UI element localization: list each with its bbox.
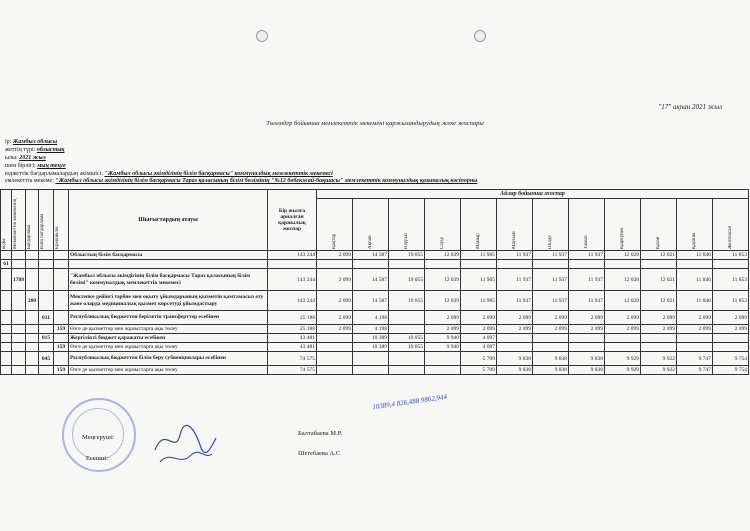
name-cell: Мектепке дейінгі тәрбие мен оқыту ұйымдарының қызметін қамтамасыз ету және оларда медициналық қызмет көрсетуді ұйымдастыру xyxy=(69,291,268,311)
meta-value: "Жамбыл облысы әкімдігінің білім басқармасы Тараз қаласының білім бөлімінің "№12 бөбекжай-бақшасы" мемлекеттік коммуналдық қазыналық кәсіпорны xyxy=(55,178,478,184)
month-value-cell: 2 099 xyxy=(425,325,461,334)
meta-line xyxy=(5,171,333,178)
month-value-cell: 11 905 xyxy=(461,269,497,291)
month-value-cell: 2 099 xyxy=(605,325,641,334)
month-value-cell: 11 937 xyxy=(533,269,569,291)
code-cell xyxy=(39,343,54,352)
name-cell xyxy=(69,260,268,269)
month-value-cell: 11 853 xyxy=(713,251,749,260)
finance-plan-table xyxy=(0,189,749,375)
month-value-cell: 11 905 xyxy=(461,291,497,311)
month-value-cell: 4 198 xyxy=(353,311,389,325)
month-value-cell xyxy=(389,352,425,366)
month-value-cell: 9 754 xyxy=(713,352,749,366)
month-value-cell: 9 922 xyxy=(641,352,677,366)
table-row xyxy=(1,325,749,334)
month-value-cell: 12 039 xyxy=(425,269,461,291)
table-row xyxy=(1,260,749,269)
col-header-kodu: коды xyxy=(1,190,12,251)
col-header-name: Шығыстардың атауы xyxy=(69,190,268,251)
code-cell xyxy=(39,251,54,260)
month-value-cell: 2 099 xyxy=(533,325,569,334)
month-value-cell: 14 587 xyxy=(353,291,389,311)
month-value-cell: 14 587 xyxy=(353,269,389,291)
month-value-cell: 11 853 xyxy=(713,291,749,311)
year-total-cell: 25 188 xyxy=(268,311,317,325)
month-value-cell: 12 021 xyxy=(641,291,677,311)
code-cell: 011 xyxy=(39,311,54,325)
year-total-cell: 143 244 xyxy=(268,269,317,291)
month-value-cell: 2 099 xyxy=(713,311,749,325)
code-cell xyxy=(54,334,69,343)
code-cell: 159 xyxy=(54,366,69,375)
handwritten-note: 10389,4 826,488 9862,944 xyxy=(371,392,448,412)
name-cell: Өзге де қызметтер мен жұмыстарға ақы төлеу xyxy=(69,366,268,375)
meta-line xyxy=(5,139,57,146)
month-header: Қараша xyxy=(677,199,713,251)
code-cell xyxy=(26,325,39,334)
table-row xyxy=(1,343,749,352)
meta-line xyxy=(5,155,46,162)
month-value-cell: 2 099 xyxy=(317,291,353,311)
meta-line xyxy=(5,163,66,170)
month-value-cell xyxy=(425,366,461,375)
month-value-cell: 12 028 xyxy=(605,291,641,311)
code-cell xyxy=(54,311,69,325)
month-value-cell xyxy=(353,260,389,269)
month-value-cell xyxy=(533,343,569,352)
document-date: "17" ақпан 2021 жыл xyxy=(658,103,722,111)
accountant-name: Шегебаева А.С. xyxy=(298,450,342,457)
meta-label: ылы: xyxy=(5,155,18,161)
meta-label: ір: xyxy=(5,139,12,145)
year-total-cell: 74 575 xyxy=(268,352,317,366)
table-row xyxy=(1,291,749,311)
month-value-cell xyxy=(389,311,425,325)
month-value-cell xyxy=(497,343,533,352)
meta-line xyxy=(5,147,64,154)
name-cell: Республикалық бюджеттен білім беру субвенциялары есебінен xyxy=(69,352,268,366)
code-cell xyxy=(54,260,69,269)
meta-value: облыстық xyxy=(36,147,65,153)
month-value-cell: 11 846 xyxy=(677,251,713,260)
month-value-cell: 9 838 xyxy=(569,366,605,375)
code-cell xyxy=(26,352,39,366)
table-row xyxy=(1,366,749,375)
name-cell: Республикалық бюджеттен берілетін трансферттер есебінен xyxy=(69,311,268,325)
month-value-cell xyxy=(389,260,425,269)
code-cell xyxy=(26,269,39,291)
code-cell xyxy=(12,352,26,366)
code-cell xyxy=(39,269,54,291)
month-value-cell: 2 099 xyxy=(569,311,605,325)
code-cell xyxy=(26,334,39,343)
month-value-cell: 11 937 xyxy=(533,291,569,311)
month-value-cell: 2 099 xyxy=(425,311,461,325)
meta-value: Жамбыл облысы xyxy=(12,139,58,145)
code-cell xyxy=(26,260,39,269)
month-value-cell xyxy=(677,260,713,269)
name-cell: Жергілікті бюджет қаражаты есебінен xyxy=(69,334,268,343)
month-value-cell: 10 389 xyxy=(353,334,389,343)
month-value-cell: 2 099 xyxy=(677,311,713,325)
month-value-cell: 2 099 xyxy=(497,311,533,325)
month-value-cell xyxy=(533,260,569,269)
code-cell xyxy=(39,291,54,311)
head-name: Балтабаева М.Р. xyxy=(298,430,343,437)
code-cell xyxy=(1,251,12,260)
year-total-cell: 43 481 xyxy=(268,334,317,343)
code-cell xyxy=(12,343,26,352)
name-cell: "Жамбыл облысы әкімдігінің білім басқармасы Тараз қаласының білім бөлімі" коммуналдық мемлекеттік мекемесі xyxy=(69,269,268,291)
month-value-cell xyxy=(533,334,569,343)
month-value-cell: 11 937 xyxy=(497,269,533,291)
month-header: Қыркүйек xyxy=(605,199,641,251)
month-value-cell: 14 587 xyxy=(353,251,389,260)
code-cell: 200 xyxy=(26,291,39,311)
code-cell xyxy=(12,291,26,311)
months-group-header: Айлар бойынша жоспар xyxy=(317,190,749,199)
code-cell xyxy=(1,343,12,352)
month-value-cell xyxy=(317,260,353,269)
year-total-cell: 25 188 xyxy=(268,325,317,334)
code-cell xyxy=(54,269,69,291)
meta-label: емлекеттік мекеме: xyxy=(5,178,54,184)
month-value-cell xyxy=(569,334,605,343)
month-value-cell: 9 929 xyxy=(605,352,641,366)
month-value-cell: 11 937 xyxy=(569,269,605,291)
year-total-cell: 143 244 xyxy=(268,291,317,311)
month-value-cell: 9 747 xyxy=(677,366,713,375)
accountant-label: Есепші: xyxy=(86,455,108,462)
month-value-cell xyxy=(497,260,533,269)
month-value-cell: 12 021 xyxy=(641,251,677,260)
month-value-cell: 2 099 xyxy=(641,311,677,325)
month-value-cell: 2 099 xyxy=(569,325,605,334)
code-cell xyxy=(12,325,26,334)
month-header: Тамыз xyxy=(569,199,605,251)
month-value-cell: 2 099 xyxy=(461,311,497,325)
month-value-cell: 19 055 xyxy=(389,334,425,343)
meta-line xyxy=(5,178,477,185)
month-value-cell: 12 028 xyxy=(605,269,641,291)
code-cell xyxy=(39,366,54,375)
month-value-cell xyxy=(317,352,353,366)
month-value-cell: 5 709 xyxy=(461,366,497,375)
month-value-cell xyxy=(605,260,641,269)
month-value-cell xyxy=(605,343,641,352)
month-value-cell: 12 028 xyxy=(605,251,641,260)
month-value-cell: 9 838 xyxy=(533,366,569,375)
name-cell: Облыстың білім басқармасы xyxy=(69,251,268,260)
month-value-cell: 4 097 xyxy=(461,343,497,352)
head-label: Меңгеруші: xyxy=(82,434,115,441)
month-value-cell: 11 853 xyxy=(713,269,749,291)
month-value-cell: 9 922 xyxy=(641,366,677,375)
month-value-cell: 12 021 xyxy=(641,269,677,291)
table-row xyxy=(1,334,749,343)
meta-label: шем бірлігі: xyxy=(5,163,36,169)
code-cell xyxy=(1,366,12,375)
month-value-cell xyxy=(641,334,677,343)
month-value-cell: 11 846 xyxy=(677,291,713,311)
month-value-cell: 2 099 xyxy=(317,251,353,260)
code-cell xyxy=(1,269,12,291)
month-value-cell xyxy=(569,343,605,352)
month-header: Желтоқсан xyxy=(713,199,749,251)
table-row xyxy=(1,311,749,325)
month-value-cell: 11 937 xyxy=(569,291,605,311)
year-total-cell: 43 481 xyxy=(268,343,317,352)
code-cell xyxy=(39,260,54,269)
month-value-cell: 4 198 xyxy=(353,325,389,334)
year-total-cell xyxy=(268,260,317,269)
month-value-cell xyxy=(497,334,533,343)
month-header: Наурыз xyxy=(389,199,425,251)
meta-value: "Жамбыл облысы әкімдігінің білім басқармасы" коммуналдық мемлекеттік мекемесі xyxy=(104,171,333,177)
col-header-kishi: Кіші бағдарлама xyxy=(39,190,54,251)
code-cell xyxy=(12,251,26,260)
code-cell xyxy=(1,352,12,366)
month-value-cell xyxy=(605,334,641,343)
code-cell xyxy=(26,366,39,375)
month-value-cell xyxy=(425,352,461,366)
month-value-cell: 9 754 xyxy=(713,366,749,375)
month-value-cell: 11 937 xyxy=(533,251,569,260)
month-value-cell: 11 937 xyxy=(569,251,605,260)
code-cell xyxy=(1,325,12,334)
month-value-cell xyxy=(425,260,461,269)
meta-value: мың теңге xyxy=(37,163,66,169)
month-header: Сәуір xyxy=(425,199,461,251)
month-value-cell: 2 099 xyxy=(533,311,569,325)
code-cell: 159 xyxy=(54,325,69,334)
month-value-cell: 2 099 xyxy=(641,325,677,334)
month-value-cell: 11 937 xyxy=(497,251,533,260)
document-title: Төлемдер бойынша мемлекеттік мекемені қаржыландырудың жеке жоспары xyxy=(266,120,484,127)
meta-value: 2021 жыл xyxy=(19,155,46,161)
month-value-cell: 2 099 xyxy=(605,311,641,325)
month-value-cell: 19 055 xyxy=(389,343,425,352)
month-value-cell xyxy=(641,260,677,269)
month-value-cell xyxy=(389,366,425,375)
month-value-cell: 9 838 xyxy=(497,352,533,366)
month-value-cell: 12 039 xyxy=(425,251,461,260)
month-header: Қазан xyxy=(641,199,677,251)
month-value-cell xyxy=(713,343,749,352)
month-value-cell: 10 389 xyxy=(353,343,389,352)
month-value-cell: 9 747 xyxy=(677,352,713,366)
month-value-cell: 9 940 xyxy=(425,334,461,343)
col-header-year: Бір жылға арналған қаржылық жоспар xyxy=(268,190,317,251)
month-value-cell xyxy=(461,260,497,269)
month-value-cell: 19 055 xyxy=(389,291,425,311)
col-header-bagdarlama: Бағдарлама xyxy=(26,190,39,251)
month-value-cell xyxy=(677,343,713,352)
code-cell xyxy=(12,334,26,343)
month-value-cell xyxy=(389,325,425,334)
year-total-cell: 143 244 xyxy=(268,251,317,260)
meta-label: юджеттік бағдарламалардың әкімшісі: xyxy=(5,171,103,177)
code-cell xyxy=(26,343,39,352)
month-value-cell: 4 097 xyxy=(461,334,497,343)
month-value-cell: 2 099 xyxy=(461,325,497,334)
month-value-cell: 2 099 xyxy=(317,325,353,334)
code-cell: 1788 xyxy=(12,269,26,291)
name-cell: Өзге де қызметтер мен жұмыстарға ақы төлеу xyxy=(69,325,268,334)
punch-hole xyxy=(256,30,268,42)
month-value-cell xyxy=(713,334,749,343)
month-value-cell: 11 937 xyxy=(497,291,533,311)
month-value-cell xyxy=(317,366,353,375)
month-value-cell: 9 838 xyxy=(497,366,533,375)
month-header: Мамыр xyxy=(461,199,497,251)
code-cell xyxy=(12,311,26,325)
month-header: Ақпан xyxy=(353,199,389,251)
col-header-memleket: Мемлекеттік мекеменің xyxy=(12,190,26,251)
code-cell xyxy=(1,334,12,343)
month-value-cell: 5 709 xyxy=(461,352,497,366)
table-row xyxy=(1,251,749,260)
code-cell xyxy=(54,352,69,366)
month-value-cell: 12 039 xyxy=(425,291,461,311)
month-value-cell: 2 099 xyxy=(497,325,533,334)
table-row xyxy=(1,269,749,291)
code-cell: 045 xyxy=(39,352,54,366)
code-cell: 159 xyxy=(54,343,69,352)
code-cell: 015 xyxy=(39,334,54,343)
code-cell xyxy=(39,325,54,334)
code-cell xyxy=(1,291,12,311)
punch-hole xyxy=(474,30,486,42)
code-cell xyxy=(54,251,69,260)
code-cell xyxy=(12,260,26,269)
month-value-cell xyxy=(641,343,677,352)
month-value-cell: 11 846 xyxy=(677,269,713,291)
code-cell: 61 xyxy=(1,260,12,269)
name-cell: Өзге де қызметтер мен жұмыстарға ақы төлеу xyxy=(69,343,268,352)
month-value-cell: 2 099 xyxy=(677,325,713,334)
month-value-cell: 19 055 xyxy=(389,251,425,260)
month-value-cell xyxy=(713,260,749,269)
month-header: Шілде xyxy=(533,199,569,251)
month-value-cell: 9 838 xyxy=(533,352,569,366)
month-value-cell: 9 929 xyxy=(605,366,641,375)
month-value-cell xyxy=(317,334,353,343)
month-header: Қаңтар xyxy=(317,199,353,251)
col-header-erekshelik: Ерекшелік xyxy=(54,190,69,251)
month-value-cell xyxy=(677,334,713,343)
month-value-cell: 2 099 xyxy=(713,325,749,334)
month-value-cell: 2 099 xyxy=(317,311,353,325)
month-value-cell: 9 838 xyxy=(569,352,605,366)
month-value-cell: 2 099 xyxy=(317,269,353,291)
code-cell xyxy=(26,251,39,260)
month-value-cell: 9 940 xyxy=(425,343,461,352)
code-cell xyxy=(26,311,39,325)
handwritten-signature xyxy=(150,420,220,470)
month-value-cell xyxy=(353,352,389,366)
year-total-cell: 74 575 xyxy=(268,366,317,375)
table-row xyxy=(1,352,749,366)
month-value-cell xyxy=(317,343,353,352)
code-cell xyxy=(12,366,26,375)
code-cell xyxy=(1,311,12,325)
month-value-cell: 19 055 xyxy=(389,269,425,291)
month-value-cell xyxy=(569,260,605,269)
month-value-cell xyxy=(353,366,389,375)
meta-label: жеттің түрі: xyxy=(5,147,36,153)
month-value-cell: 11 905 xyxy=(461,251,497,260)
code-cell xyxy=(54,291,69,311)
month-header: Маусым xyxy=(497,199,533,251)
